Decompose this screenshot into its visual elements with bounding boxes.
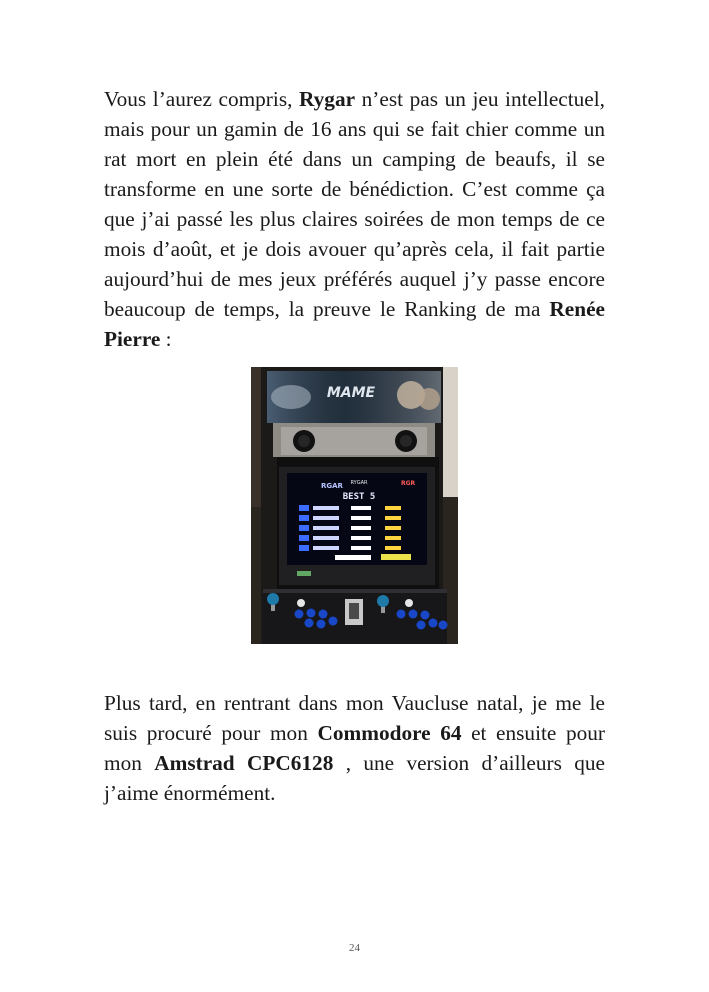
- text-run: Plus tard, en rentrant dans mon Vaucluse natal, je me le suis procuré pour mon: [104, 691, 605, 745]
- svg-text:RGR: RGR: [401, 480, 416, 487]
- page-number: 24: [349, 942, 360, 954]
- screen-title-best5: BEST 5: [342, 492, 376, 502]
- paragraph-ports: [104, 688, 605, 808]
- text-run: , une version d’ailleurs que j’aime énormément.: [104, 751, 605, 805]
- text-run: :: [160, 327, 172, 351]
- paragraph-rygar: [104, 84, 605, 354]
- mame-logo: MAME: [326, 385, 376, 401]
- svg-text:RYGAR: RYGAR: [350, 480, 368, 486]
- platform-amstrad-cpc6128: Amstrad CPC6128: [154, 751, 334, 775]
- platform-commodore-64: Commodore 64: [317, 721, 462, 745]
- game-title-rygar: Rygar: [299, 87, 356, 111]
- svg-text:RGAR: RGAR: [321, 482, 343, 490]
- text-run: Vous l’aurez compris,: [104, 87, 300, 111]
- text-run: n’est pas un jeu intellectuel, mais pour un gamin de 16 ans qui se fait chier comme un rat mort en plein été dans un camping de beaufs, il se transforme en une sorte de bénédiction. C’est comme ça que j’ai passé les plus claires soirées de mon temps de ce mois d’août, et je dois avouer qu’après cela, il fait partie aujourd’hui de mes jeux préférés auquel j’y passe encore beaucoup de temps, la preuve le Ranking de ma: [104, 87, 605, 321]
- cabinet-name: Renée Pierre: [104, 297, 605, 351]
- text-run: et ensuite pour mon: [104, 721, 605, 775]
- arcade-cabinet-photo: [251, 367, 458, 644]
